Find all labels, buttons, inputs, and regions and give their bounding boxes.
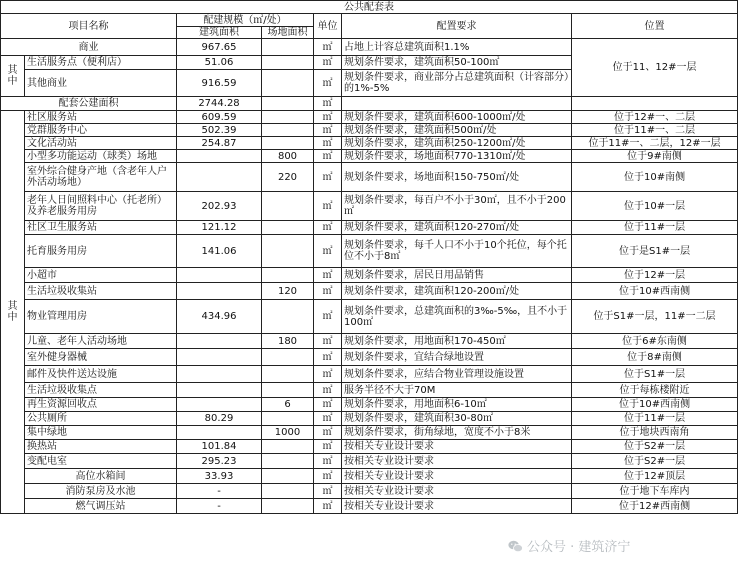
row-name: 变配电室 (25, 454, 177, 469)
row-site-area (262, 469, 314, 484)
row-requirement: 规划条件要求，建筑面积120-270㎡/处 (342, 221, 572, 235)
row-name: 儿童、老年人活动场地 (25, 334, 177, 349)
header-location: 位置 (572, 14, 738, 39)
row-building-area (177, 150, 262, 163)
row-unit: ㎡ (314, 398, 342, 412)
row-requirement: 服务半径不大于70M (342, 383, 572, 398)
row-name: 邮件及快件送达设施 (25, 366, 177, 383)
row-location (572, 97, 738, 111)
row-requirement: 规划条件要求，场地面积770-1310㎡/处 (342, 150, 572, 163)
table-row (1, 426, 738, 440)
table-title: 公共配套表 (1, 1, 738, 14)
row-site-area (262, 499, 314, 514)
row-unit: ㎡ (314, 150, 342, 163)
row-unit: ㎡ (314, 383, 342, 398)
row-name: 再生资源回收点 (25, 398, 177, 412)
row-building-area (177, 163, 262, 192)
row-building-area: 33.93 (177, 469, 262, 484)
row-name: 燃气调压站 (25, 499, 177, 514)
table-row (1, 221, 738, 235)
row-site-area: 120 (262, 283, 314, 300)
table-row (1, 454, 738, 469)
row-building-area: 121.12 (177, 221, 262, 235)
table-row (1, 150, 738, 163)
row-location: 位于9#南侧 (572, 150, 738, 163)
row-location: 位于每栋楼附近 (572, 383, 738, 398)
table-row (1, 398, 738, 412)
row-building-area (177, 268, 262, 283)
row-location: 位于11#一层 (572, 221, 738, 235)
table-row (1, 383, 738, 398)
row-building-area: 254.87 (177, 137, 262, 150)
row-unit: ㎡ (314, 469, 342, 484)
table-row (1, 499, 738, 514)
row-requirement: 按相关专业设计要求 (342, 469, 572, 484)
row-requirement: 规划条件要求，场地面积150-750㎡/处 (342, 163, 572, 192)
row-location: 位于地块西南角 (572, 426, 738, 440)
row-location: 位于12#西南侧 (572, 499, 738, 514)
row-site-area (262, 124, 314, 137)
row-unit: ㎡ (314, 440, 342, 454)
row-requirement: 规划条件要求，宜结合绿地设置 (342, 349, 572, 366)
row-site-area (262, 56, 314, 70)
row-unit: ㎡ (314, 137, 342, 150)
row-name: 室外健身器械 (25, 349, 177, 366)
row-location: 位于10#西南侧 (572, 283, 738, 300)
row-location: 位于12#一层 (572, 268, 738, 283)
row-requirement: 规划条件要求，商业部分占总建筑面积（计容部分）的1%-5% (342, 70, 572, 97)
table-row (1, 163, 738, 192)
row-unit: ㎡ (314, 268, 342, 283)
row-building-area: 141.06 (177, 235, 262, 268)
row-name: 社区服务站 (25, 111, 177, 124)
row-name: 老年人日间照料中心（托老所）及养老服务用房 (25, 192, 177, 221)
table-row (1, 366, 738, 383)
row-building-area: - (177, 484, 262, 499)
row-site-area (262, 111, 314, 124)
row-site-area (262, 484, 314, 499)
row-name: 党群服务中心 (25, 124, 177, 137)
row-requirement: 规划条件要求，每千人口不小于10个托位，每个托位不小于8㎡ (342, 235, 572, 268)
row-unit: ㎡ (314, 235, 342, 268)
row-site-area: 6 (262, 398, 314, 412)
row-unit: ㎡ (314, 499, 342, 514)
table-row (1, 235, 738, 268)
row-requirement: 按相关专业设计要求 (342, 499, 572, 514)
row-location: 位于11#一、二层，12#一层 (572, 137, 738, 150)
row-site-area (262, 268, 314, 283)
row-building-area: 80.29 (177, 412, 262, 426)
row-site-area: 1000 (262, 426, 314, 440)
row-location: 位于10#西南侧 (572, 398, 738, 412)
row-requirement: 占地上计容总建筑面积1.1% (342, 39, 572, 56)
row-requirement (342, 97, 572, 111)
row-site-area (262, 383, 314, 398)
row-site-area (262, 300, 314, 334)
row-building-area: 295.23 (177, 454, 262, 469)
table-row (1, 349, 738, 366)
row-building-area: 202.93 (177, 192, 262, 221)
header-unit: 单位 (314, 14, 342, 39)
row-building-area (177, 398, 262, 412)
table-row (1, 469, 738, 484)
row-name: 消防泵房及水池 (25, 484, 177, 499)
row-name: 室外综合健身产地（含老年人户外活动场地） (25, 163, 177, 192)
row-name: 文化活动站 (25, 137, 177, 150)
table-row (1, 484, 738, 499)
row-building-area: - (177, 499, 262, 514)
row-name: 生活垃圾收集点 (25, 383, 177, 398)
table-row (1, 124, 738, 137)
row-requirement: 规划条件要求，建筑面积500㎡/处 (342, 124, 572, 137)
row-building-area: 51.06 (177, 56, 262, 70)
group-label-facilities: 其中 (1, 111, 25, 514)
table-row (1, 440, 738, 454)
row-name: 生活垃圾收集站 (25, 283, 177, 300)
row-requirement: 按相关专业设计要求 (342, 484, 572, 499)
row-site-area (262, 454, 314, 469)
row-location: 位于11#一层 (572, 412, 738, 426)
row-location: 位于11、12#一层 (572, 39, 738, 97)
row-unit: ㎡ (314, 484, 342, 499)
row-unit: ㎡ (314, 412, 342, 426)
row-building-area: 502.39 (177, 124, 262, 137)
header-requirement: 配置要求 (342, 14, 572, 39)
row-location: 位于S2#一层 (572, 454, 738, 469)
row-location: 位于10#南侧 (572, 163, 738, 192)
row-site-area (262, 39, 314, 56)
row-site-area (262, 192, 314, 221)
row-requirement: 规划条件要求，应结合物业管理设施设置 (342, 366, 572, 383)
table-row (1, 412, 738, 426)
row-location: 位于11#一、二层 (572, 124, 738, 137)
row-building-area (177, 283, 262, 300)
row-site-area (262, 349, 314, 366)
table-row (1, 137, 738, 150)
header-building-area: 建筑面积 (177, 27, 262, 39)
row-requirement: 规划条件要求，建筑面积250-1200㎡/处 (342, 137, 572, 150)
row-requirement: 规划条件要求，总建筑面积的3‰-5‰，且不小于100㎡ (342, 300, 572, 334)
table-row (1, 111, 738, 124)
row-requirement: 按相关专业设计要求 (342, 454, 572, 469)
table-row (1, 300, 738, 334)
row-site-area (262, 235, 314, 268)
row-building-area: 434.96 (177, 300, 262, 334)
row-name: 小超市 (25, 268, 177, 283)
row-name: 高位水箱间 (25, 469, 177, 484)
table-row (1, 97, 738, 111)
row-name: 公共厕所 (25, 412, 177, 426)
watermark-text: 公众号 · 建筑济宁 (527, 540, 631, 555)
row-site-area (262, 70, 314, 97)
table-row (1, 192, 738, 221)
row-building-area (177, 426, 262, 440)
row-unit: ㎡ (314, 454, 342, 469)
row-site-area (262, 412, 314, 426)
row-unit: ㎡ (314, 283, 342, 300)
row-requirement: 规划条件要求，街角绿地，宽度不小于8米 (342, 426, 572, 440)
row-name: 托育服务用房 (25, 235, 177, 268)
row-unit: ㎡ (314, 349, 342, 366)
group-label-commercial: 其中 (1, 56, 25, 97)
row-unit: ㎡ (314, 366, 342, 383)
row-name: 小型多功能运动（球类）场地 (25, 150, 177, 163)
row-location: 位于10#一层 (572, 192, 738, 221)
row-unit: ㎡ (314, 192, 342, 221)
row-building-area: 609.59 (177, 111, 262, 124)
row-unit: ㎡ (314, 97, 342, 111)
table-row (1, 268, 738, 283)
row-location: 位于6#东南侧 (572, 334, 738, 349)
row-name: 物业管理用房 (25, 300, 177, 334)
row-name: 集中绿地 (25, 426, 177, 440)
row-building-area (177, 349, 262, 366)
row-requirement: 规划条件要求，用地面积170-450㎡ (342, 334, 572, 349)
row-requirement: 按相关专业设计要求 (342, 440, 572, 454)
row-unit: ㎡ (314, 334, 342, 349)
row-name: 配套公建面积 (1, 97, 177, 111)
row-unit: ㎡ (314, 163, 342, 192)
row-building-area: 101.84 (177, 440, 262, 454)
table-row (1, 283, 738, 300)
row-unit: ㎡ (314, 56, 342, 70)
row-unit: ㎡ (314, 111, 342, 124)
row-site-area: 180 (262, 334, 314, 349)
row-unit: ㎡ (314, 70, 342, 97)
row-location: 位于S1#一层，11#一二层 (572, 300, 738, 334)
row-unit: ㎡ (314, 426, 342, 440)
row-unit: ㎡ (314, 300, 342, 334)
row-requirement: 规划条件要求，每百户不小于30㎡，且不小于200㎡ (342, 192, 572, 221)
row-requirement: 规划条件要求，用地面积6-10㎡ (342, 398, 572, 412)
row-location: 位于8#南侧 (572, 349, 738, 366)
row-location: 位于12#顶层 (572, 469, 738, 484)
row-building-area (177, 383, 262, 398)
row-location: 位于是S1#一层 (572, 235, 738, 268)
row-location: 位于地下车库内 (572, 484, 738, 499)
row-requirement: 规划条件要求，居民日用品销售 (342, 268, 572, 283)
row-unit: ㎡ (314, 124, 342, 137)
header-scale: 配建规模（㎡/处） (177, 14, 314, 27)
row-location: 位于S2#一层 (572, 440, 738, 454)
row-building-area (177, 366, 262, 383)
row-name: 生活服务点（便利店） (25, 56, 177, 70)
header-project-name: 项目名称 (1, 14, 177, 39)
row-location: 位于S1#一层 (572, 366, 738, 383)
table-row (1, 334, 738, 349)
row-site-area (262, 97, 314, 111)
row-name: 换热站 (25, 440, 177, 454)
row-building-area: 916.59 (177, 70, 262, 97)
row-unit: ㎡ (314, 221, 342, 235)
row-site-area (262, 221, 314, 235)
row-name: 商业 (1, 39, 177, 56)
row-site-area: 220 (262, 163, 314, 192)
row-site-area (262, 440, 314, 454)
row-site-area: 800 (262, 150, 314, 163)
row-requirement: 规划条件要求，建筑面积30-80㎡ (342, 412, 572, 426)
wechat-logo-icon (508, 540, 523, 553)
watermark (508, 536, 630, 555)
table-row (1, 39, 738, 56)
row-name: 其他商业 (25, 70, 177, 97)
header-site-area: 场地面积 (262, 27, 314, 39)
row-location: 位于12#一、二层 (572, 111, 738, 124)
row-building-area (177, 334, 262, 349)
row-requirement: 规划条件要求，建筑面积50-100㎡ (342, 56, 572, 70)
row-requirement: 规划条件要求，建筑面积600-1000㎡/处 (342, 111, 572, 124)
row-name: 社区卫生服务站 (25, 221, 177, 235)
row-requirement: 规划条件要求，建筑面积120-200㎡/处 (342, 283, 572, 300)
row-building-area: 2744.28 (177, 97, 262, 111)
row-site-area (262, 137, 314, 150)
row-site-area (262, 366, 314, 383)
row-building-area: 967.65 (177, 39, 262, 56)
row-unit: ㎡ (314, 39, 342, 56)
